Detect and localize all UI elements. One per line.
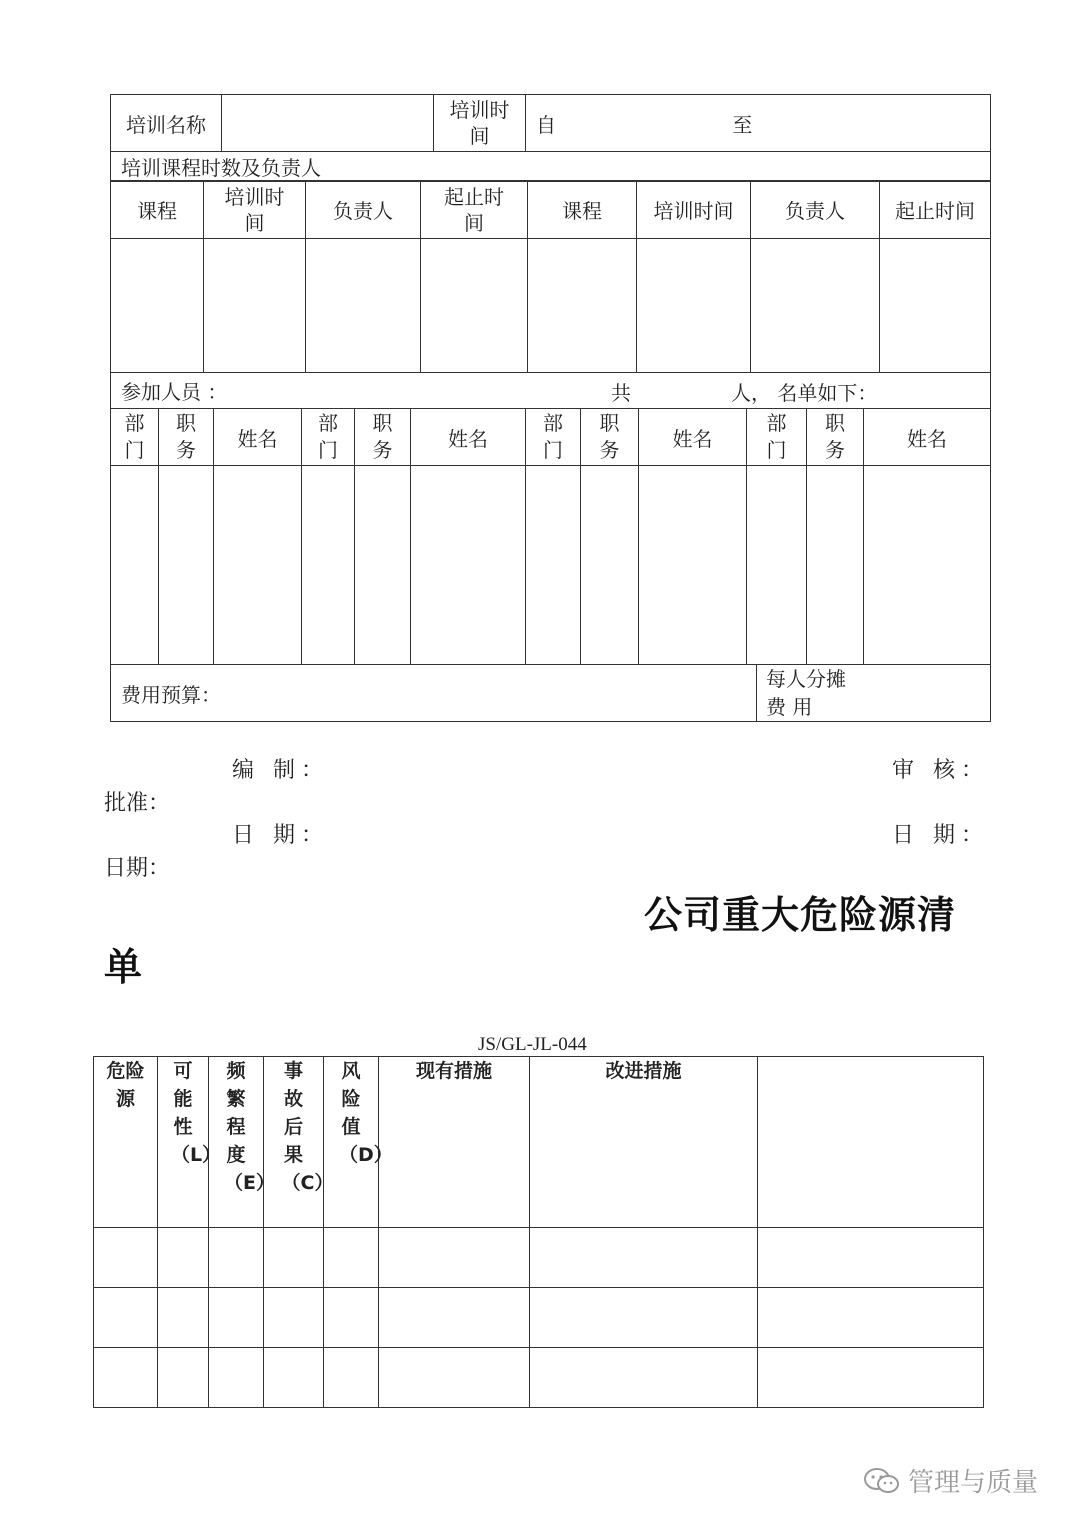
participant-cell[interactable]	[639, 466, 747, 665]
participants-row	[110, 372, 991, 409]
name-header: 姓名	[864, 409, 991, 466]
dept-header: 部门	[747, 409, 807, 466]
date-label: 日 期：	[892, 823, 989, 848]
reviewed-label: 审 核：	[892, 758, 989, 783]
name-header: 姓名	[214, 409, 302, 466]
dept-header: 部门	[526, 409, 581, 466]
training-time-label: 培训时间	[434, 95, 526, 152]
course-cell[interactable]	[204, 239, 306, 373]
participant-cell[interactable]	[411, 466, 526, 665]
hazard-cell[interactable]	[264, 1228, 324, 1288]
course-period-header: 起止时间	[880, 181, 991, 239]
course-cell[interactable]	[528, 239, 637, 373]
hazard-cell[interactable]	[264, 1288, 324, 1348]
extra-header	[758, 1057, 984, 1228]
course-owner-header: 负责人	[751, 181, 880, 239]
hazard-cell[interactable]	[530, 1228, 758, 1288]
participants-label: 参加人员 ：	[121, 380, 228, 404]
training-form	[110, 94, 991, 152]
hazard-cell[interactable]	[209, 1348, 264, 1408]
hazard-cell[interactable]	[530, 1348, 758, 1408]
course-cell[interactable]	[306, 239, 421, 373]
position-header: 职务	[355, 409, 411, 466]
training-name-label: 培训名称	[111, 95, 222, 152]
document-code: JS/GL-JL-044	[478, 1034, 587, 1055]
course-cell[interactable]	[637, 239, 751, 373]
existing-measures-header: 现有措施	[379, 1057, 530, 1228]
participants-cell	[111, 373, 991, 409]
hazard-cell[interactable]	[324, 1348, 379, 1408]
wechat-icon	[862, 1466, 902, 1496]
frequency-header: 频繁程度（E）	[209, 1057, 264, 1228]
watermark	[862, 1462, 1038, 1499]
course-time-header: 培训时间	[637, 181, 751, 239]
participant-list	[110, 408, 991, 665]
hazard-cell[interactable]	[379, 1348, 530, 1408]
from-label: 自	[536, 112, 556, 137]
prepared-label: 编 制：	[232, 758, 329, 783]
hazard-cell[interactable]	[758, 1348, 984, 1408]
participant-cell[interactable]	[355, 466, 411, 665]
course-time-header: 培训时间	[204, 181, 306, 239]
budget-row	[110, 664, 991, 722]
risk-header: 风险值（D）	[324, 1057, 379, 1228]
hazard-cell[interactable]	[324, 1228, 379, 1288]
course-header: 课程	[111, 181, 204, 239]
course-period-header: 起止时间	[421, 181, 528, 239]
hazard-cell[interactable]	[530, 1288, 758, 1348]
consequence-header: 事故后果（C）	[264, 1057, 324, 1228]
hazard-cell[interactable]	[324, 1288, 379, 1348]
date-label: 日 期：	[232, 823, 329, 848]
participant-cell[interactable]	[747, 466, 807, 665]
hazard-header: 危险源	[94, 1057, 158, 1228]
hazard-cell[interactable]	[758, 1228, 984, 1288]
date-label: 日期：	[104, 856, 171, 881]
participant-cell[interactable]	[526, 466, 581, 665]
course-cell[interactable]	[111, 239, 204, 373]
likelihood-header: 可能性（L）	[158, 1057, 209, 1228]
hazard-list-title: 公司重大危险源清	[644, 893, 957, 937]
people-label: 人， 名单如下：	[731, 381, 878, 405]
course-header: 课程	[528, 181, 637, 239]
dept-header: 部门	[111, 409, 159, 466]
participant-cell[interactable]	[864, 466, 991, 665]
hazard-cell[interactable]	[158, 1348, 209, 1408]
course-cell[interactable]	[751, 239, 880, 373]
hazard-table	[93, 1056, 984, 1408]
dept-header: 部门	[302, 409, 355, 466]
hazard-cell[interactable]	[209, 1288, 264, 1348]
participant-cell[interactable]	[214, 466, 302, 665]
hazard-cell[interactable]	[94, 1348, 158, 1408]
total-label: 共	[611, 381, 631, 405]
name-header: 姓名	[411, 409, 526, 466]
hours-section	[110, 151, 991, 182]
participant-cell[interactable]	[111, 466, 159, 665]
course-owner-header: 负责人	[306, 181, 421, 239]
hazard-cell[interactable]	[158, 1228, 209, 1288]
hazard-cell[interactable]	[758, 1288, 984, 1348]
course-table	[110, 180, 991, 373]
course-cell[interactable]	[880, 239, 991, 373]
course-cell[interactable]	[421, 239, 528, 373]
hazard-cell[interactable]	[379, 1288, 530, 1348]
position-header: 职务	[807, 409, 864, 466]
hazard-cell[interactable]	[209, 1228, 264, 1288]
hazard-cell[interactable]	[379, 1228, 530, 1288]
position-header: 职务	[581, 409, 639, 466]
per-person-label: 每人分摊费 用	[766, 667, 846, 719]
hazard-cell[interactable]	[94, 1288, 158, 1348]
per-person-cell[interactable]	[757, 665, 991, 722]
approved-label: 批准：	[104, 791, 171, 816]
hours-section-label: 培训课程时数及负责人	[111, 152, 991, 182]
participant-cell[interactable]	[807, 466, 864, 665]
hazard-cell[interactable]	[94, 1228, 158, 1288]
to-label: 至	[732, 112, 753, 137]
hazard-list-title-cont: 单	[104, 945, 144, 989]
watermark-text: 管理与质量	[908, 1468, 1039, 1498]
position-header: 职务	[159, 409, 214, 466]
training-name-field[interactable]	[222, 95, 434, 152]
name-header: 姓名	[639, 409, 747, 466]
training-time-field[interactable]	[526, 95, 991, 152]
budget-cell[interactable]	[111, 665, 757, 722]
participant-cell[interactable]	[581, 466, 639, 665]
budget-label: 费用预算：	[121, 682, 221, 707]
improvement-header: 改进措施	[530, 1057, 758, 1228]
hazard-cell[interactable]	[158, 1288, 209, 1348]
hazard-cell[interactable]	[264, 1348, 324, 1408]
participant-cell[interactable]	[302, 466, 355, 665]
participant-cell[interactable]	[159, 466, 214, 665]
